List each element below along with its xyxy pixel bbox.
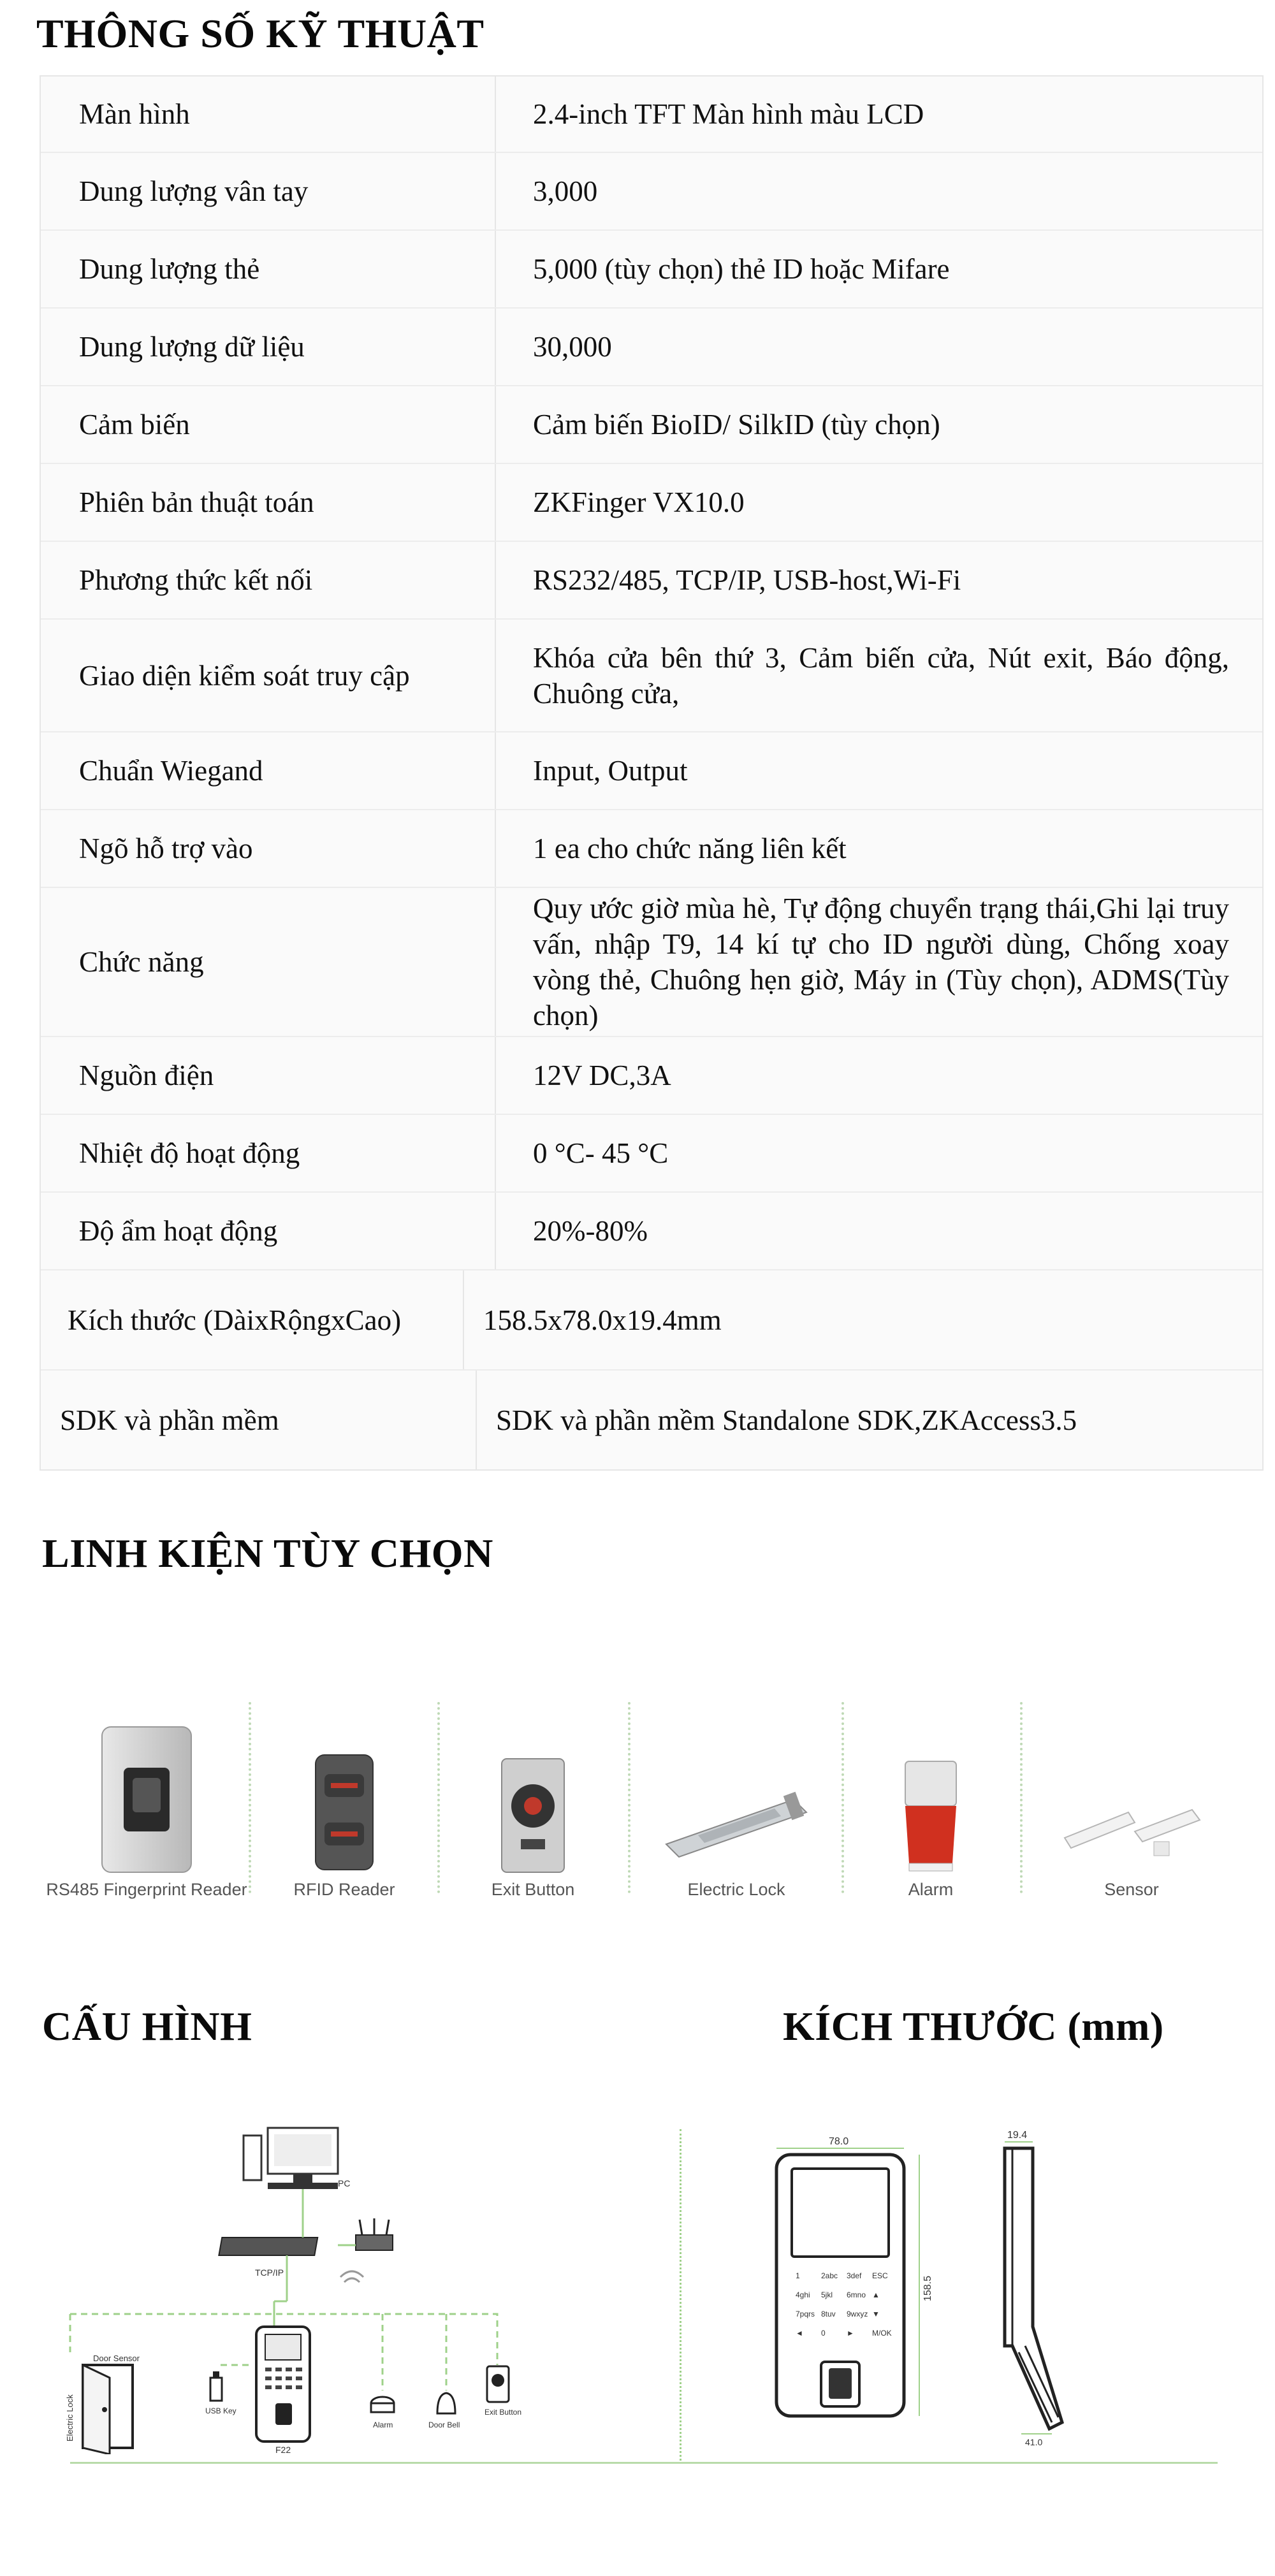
spec-value: ZKFinger VX10.0 [533, 486, 745, 518]
keypad-key: M/OK [872, 2329, 892, 2338]
keypad-key: 4ghi [796, 2290, 810, 2299]
spec-label: Giao diện kiểm soát truy cập [79, 659, 410, 692]
spec-value: 2.4-inch TFT Màn hình màu LCD [533, 98, 924, 130]
spec-label: Cảm biến [79, 409, 190, 440]
router-icon [356, 2218, 393, 2250]
spec-label: Nhiệt độ hoạt động [79, 1137, 300, 1169]
spec-label: Độ ẩm hoạt động [79, 1215, 278, 1247]
device-icon [256, 2327, 310, 2441]
table-row [41, 1371, 1262, 1469]
table-row [41, 1270, 1262, 1371]
accessory-exit-button [444, 1696, 622, 1900]
spec-value: Khóa cửa bên thứ 3, Cảm biến cửa, Nút exit, Báo động, Chuông cửa, [533, 641, 1229, 709]
table-row [41, 309, 1262, 386]
keypad-key: 2abc [821, 2271, 838, 2280]
accessory-label: RFID Reader [293, 1880, 395, 1899]
exit-button-label: Exit Button [484, 2408, 522, 2417]
divider [70, 2462, 1218, 2464]
electric-lock-label: Electric Lock [65, 2394, 75, 2441]
door-bell-label: Door Bell [428, 2420, 460, 2429]
spec-label: SDK và phần mềm [60, 1404, 279, 1436]
tcpip-label: TCP/IP [255, 2267, 284, 2278]
keypad-key: 3def [847, 2271, 862, 2280]
dimensions-title: KÍCH THƯỚC (mm) [783, 2004, 1164, 2049]
keypad-key: ► [847, 2329, 854, 2338]
alarm-icon [371, 2397, 394, 2412]
spec-label: Phương thức kết nối [79, 564, 313, 596]
spec-value: RS232/485, TCP/IP, USB-host,Wi-Fi [533, 564, 961, 596]
accessory-label: Exit Button [491, 1880, 575, 1899]
spec-value: Cảm biến BioID/ SilkID (tùy chọn) [533, 409, 940, 440]
depth-bottom-label: 41.0 [1025, 2437, 1043, 2447]
table-row [41, 1037, 1262, 1115]
spec-label: Chuẩn Wiegand [79, 755, 263, 787]
specs-title: THÔNG SỐ KỸ THUẬT [36, 11, 484, 56]
spec-label: Ngõ hỗ trợ vào [79, 833, 253, 864]
usb-key-icon [210, 2371, 222, 2401]
rfid-reader-icon [309, 1749, 379, 1876]
spec-label: Kích thước (DàixRộngxCao) [68, 1304, 402, 1336]
accessory-electric-lock [634, 1696, 838, 1900]
spec-label: Nguồn điện [79, 1059, 214, 1091]
keypad-key: ▼ [872, 2310, 880, 2318]
divider [249, 1702, 251, 1893]
spec-value: SDK và phần mềm Standalone SDK,ZKAccess3.5 [496, 1404, 1077, 1436]
keypad-key: ◄ [796, 2329, 803, 2338]
door-bell-icon [437, 2393, 455, 2413]
table-row [41, 386, 1262, 464]
table-row [41, 1115, 1262, 1193]
table-row [41, 464, 1262, 542]
spec-value: 0 °C- 45 °C [533, 1137, 669, 1169]
spec-value: 158.5x78.0x19.4mm [483, 1304, 722, 1336]
keypad-key: ESC [872, 2271, 888, 2280]
accessory-label: Electric Lock [687, 1880, 785, 1899]
table-row [41, 620, 1262, 732]
specs-table [40, 75, 1264, 1471]
spec-label: Màn hình [79, 98, 190, 130]
spec-value: 30,000 [533, 331, 612, 363]
table-row [41, 76, 1262, 153]
keypad-key: ▲ [872, 2290, 880, 2299]
network-switch-icon [219, 2238, 317, 2255]
table-row [41, 231, 1262, 309]
spec-value: 20%-80% [533, 1215, 648, 1247]
sensor-icon [1058, 1787, 1205, 1876]
configuration-diagram [38, 2123, 676, 2454]
exit-button-icon [487, 2366, 509, 2402]
spec-label: Dung lượng dữ liệu [79, 331, 305, 363]
divider [841, 1702, 844, 1893]
spec-value: 12V DC,3A [533, 1059, 671, 1091]
divider [628, 1702, 630, 1893]
divider [680, 2129, 681, 2461]
divider [437, 1702, 440, 1893]
exit-button-icon [498, 1755, 568, 1876]
keypad-key: 8tuv [821, 2310, 836, 2318]
device-label: F22 [275, 2445, 291, 2454]
accessory-sensor [1026, 1696, 1237, 1900]
accessory-label: Alarm [908, 1880, 954, 1899]
electric-lock-icon [660, 1774, 813, 1876]
fingerprint-reader-icon [96, 1723, 198, 1876]
door-sensor-label: Door Sensor [93, 2354, 140, 2363]
table-row [41, 153, 1262, 231]
wifi-icon [340, 2271, 363, 2282]
spec-value: 3,000 [533, 175, 598, 207]
keypad-key: 7pqrs [796, 2310, 815, 2318]
width-label: 78.0 [829, 2136, 849, 2147]
door-icon [83, 2365, 133, 2454]
accessory-rfid-reader [255, 1696, 433, 1900]
spec-label: Dung lượng thẻ [79, 253, 260, 285]
spec-label: Dung lượng vân tay [79, 175, 309, 207]
spec-value: 5,000 (tùy chọn) thẻ ID hoặc Mifare [533, 253, 950, 285]
alarm-icon [892, 1755, 969, 1876]
keypad-key: 0 [821, 2329, 826, 2338]
table-row [41, 810, 1262, 888]
alarm-label: Alarm [373, 2420, 393, 2429]
accessory-label: RS485 Fingerprint Reader [46, 1880, 247, 1899]
table-row [41, 1193, 1262, 1270]
divider [1020, 1702, 1023, 1893]
keypad-key: 6mno [847, 2290, 866, 2299]
spec-label: Chức năng [79, 946, 204, 978]
spec-value: 1 ea cho chức năng liên kết [533, 833, 847, 864]
table-row [41, 888, 1262, 1037]
pc-icon [244, 2128, 338, 2189]
configuration-title: CẤU HÌNH [42, 2004, 252, 2049]
usb-key-label: USB Key [205, 2406, 237, 2415]
accessories-title: LINH KIỆN TÙY CHỌN [42, 1531, 493, 1576]
height-label: 158.5 [922, 2275, 933, 2301]
accessory-label: Sensor [1104, 1880, 1159, 1899]
dimension-drawing [759, 2123, 1090, 2454]
screen [792, 2169, 889, 2257]
accessory-alarm [848, 1696, 1014, 1900]
table-row [41, 542, 1262, 620]
keypad-key: 9wxyz [847, 2310, 868, 2318]
depth-label: 19.4 [1007, 2130, 1028, 2141]
spec-value: Quy ước giờ mùa hè, Tự động chuyển trạng thái,Ghi lại truy vấn, nhập T9, 14 kí tự cho ID người dùng, Chống xoay vòng thẻ, Chuông hẹn giờ, Máy in (Tùy chọn), ADMS(Tùy chọn) [533, 892, 1229, 1031]
keypad-key: 5jkl [821, 2290, 833, 2299]
keypad-key: 1 [796, 2271, 800, 2280]
spec-value: Input, Output [533, 755, 688, 787]
spec-label: Phiên bản thuật toán [79, 486, 314, 518]
accessory-fingerprint-reader [45, 1696, 249, 1900]
table-row [41, 732, 1262, 810]
pc-label: PC [338, 2178, 351, 2188]
